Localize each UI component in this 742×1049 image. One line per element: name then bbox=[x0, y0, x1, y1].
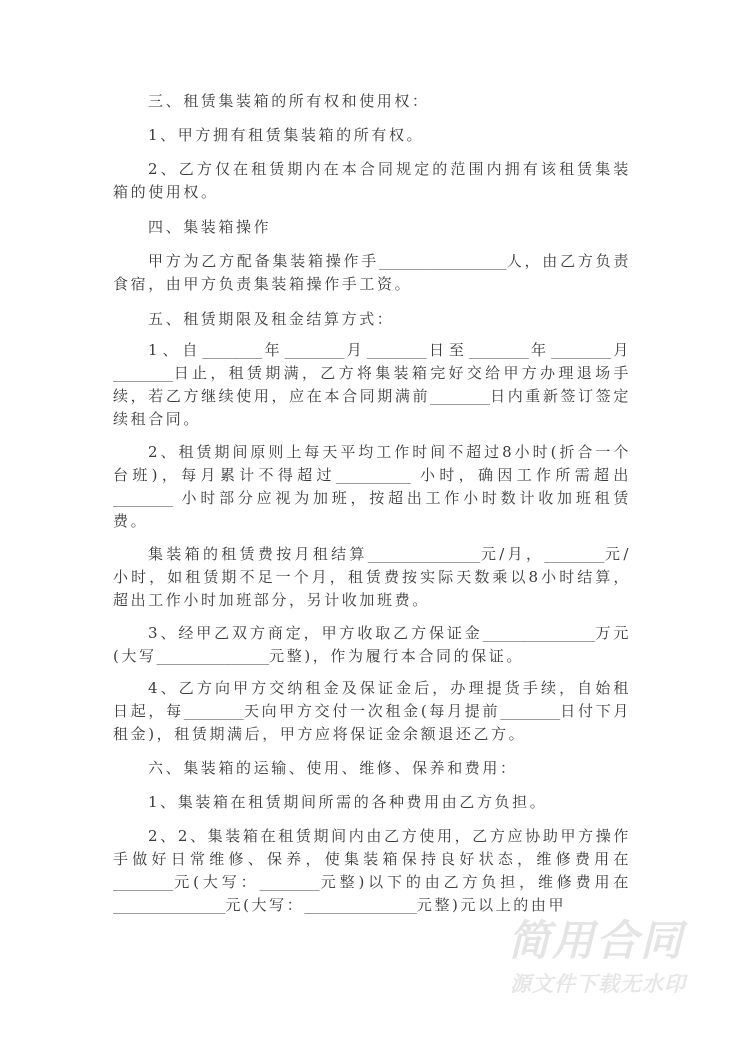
fill-in-blank: _______________ bbox=[304, 896, 417, 914]
clause-5-2: 2、租赁期间原则上每天平均工作时间不超过8小时(折合一个台班)，每月累计不得超过__________ 小时，确因工作所需超出________ 小时部分应视为加班，按超出工作小时数计收加班租赁费。 bbox=[113, 443, 631, 530]
fill-in-blank: _______________ bbox=[113, 896, 226, 914]
section-6-heading: 六、集装箱的运输、使用、维修、保养和费用： bbox=[148, 759, 518, 777]
watermark-slogan: 源文件下载无水印 bbox=[510, 972, 686, 996]
clause-5-rent: 集装箱的租赁费按月租结算_______________元/月，________元/小时，如租赁期不足一个月，租赁费按实际天数乘以8小时结算，超出工作小时加班部分，另计收加班费。 bbox=[113, 545, 631, 609]
fill-in-blank: ________ bbox=[468, 341, 529, 359]
fill-in-blank: ________ bbox=[183, 702, 244, 720]
fill-in-blank: ________ bbox=[113, 364, 173, 382]
fill-in-blank: ________ bbox=[366, 341, 427, 359]
fill-in-blank: ________ bbox=[259, 873, 320, 891]
fill-in-blank: _______________ bbox=[482, 624, 596, 642]
watermark-logo: 简用合同 bbox=[508, 916, 685, 965]
section-4-heading: 四、集装箱操作 bbox=[148, 218, 272, 236]
clause-6-1: 1、集装箱在租赁期间所需的各种费用由乙方负担。 bbox=[148, 793, 548, 811]
fill-in-blank: ________ bbox=[284, 341, 345, 359]
fill-in-blank: _______________ bbox=[367, 545, 481, 563]
fill-in-blank: ________ bbox=[202, 341, 263, 359]
fill-in-blank: ________ bbox=[551, 341, 612, 359]
clause-5-3: 3、经甲乙双方商定，甲方收取乙方保证金_______________万元(大写_______________元整)，作为履行本合同的保证。 bbox=[113, 624, 631, 665]
fill-in-blank: _______________ bbox=[156, 647, 270, 665]
fill-in-blank: ________ bbox=[430, 387, 491, 405]
fill-in-blank: ________ bbox=[113, 873, 173, 891]
section-3-heading: 三、租赁集装箱的所有权和使用权： bbox=[148, 92, 430, 110]
clause-3-2: 2、乙方仅在租赁期内在本合同规定的范围内拥有该租赁集装箱的使用权。 bbox=[113, 160, 631, 201]
fill-in-blank: ________ bbox=[113, 489, 173, 507]
fill-in-blank: ________ bbox=[500, 702, 561, 720]
fill-in-blank: __________ bbox=[335, 466, 411, 484]
clause-5-4: 4、乙方向甲方交纳租金及保证金后，办理提货手续，自始租日起，每________天向甲方交付一次租金(每月提前________日付下月租金)，租赁期满后，甲方应将保证金余额退还乙方。 bbox=[113, 679, 631, 743]
clause-4-body: 甲方为乙方配备集装箱操作手_________________人，由乙方负责食宿，由甲方负责集装箱操作手工资。 bbox=[113, 252, 631, 293]
clause-3-1: 1、甲方拥有租赁集装箱的所有权。 bbox=[148, 126, 425, 144]
section-5-heading: 五、租赁期限及租金结算方式： bbox=[148, 310, 395, 328]
clause-5-1: 1、自________年________月________日至________年________月________日止，租赁期满，乙方将集装箱完好交给甲方办理退场手续，若乙方继续使用，应在本合同期满前________日内重新签订签定续租合同。 bbox=[113, 341, 631, 428]
fill-in-blank: _________________ bbox=[379, 252, 507, 270]
clause-6-2: 2、2、集装箱在租赁期间内由乙方使用，乙方应协助甲方操作手做好日常维修、保养，使集装箱保持良好状态，维修费用在________元(大写：________元整)以下的由乙方负担，维修费用在_______________元(大写：_______________元整)元以上的由甲 bbox=[113, 827, 631, 914]
fill-in-blank: ________ bbox=[544, 545, 605, 563]
